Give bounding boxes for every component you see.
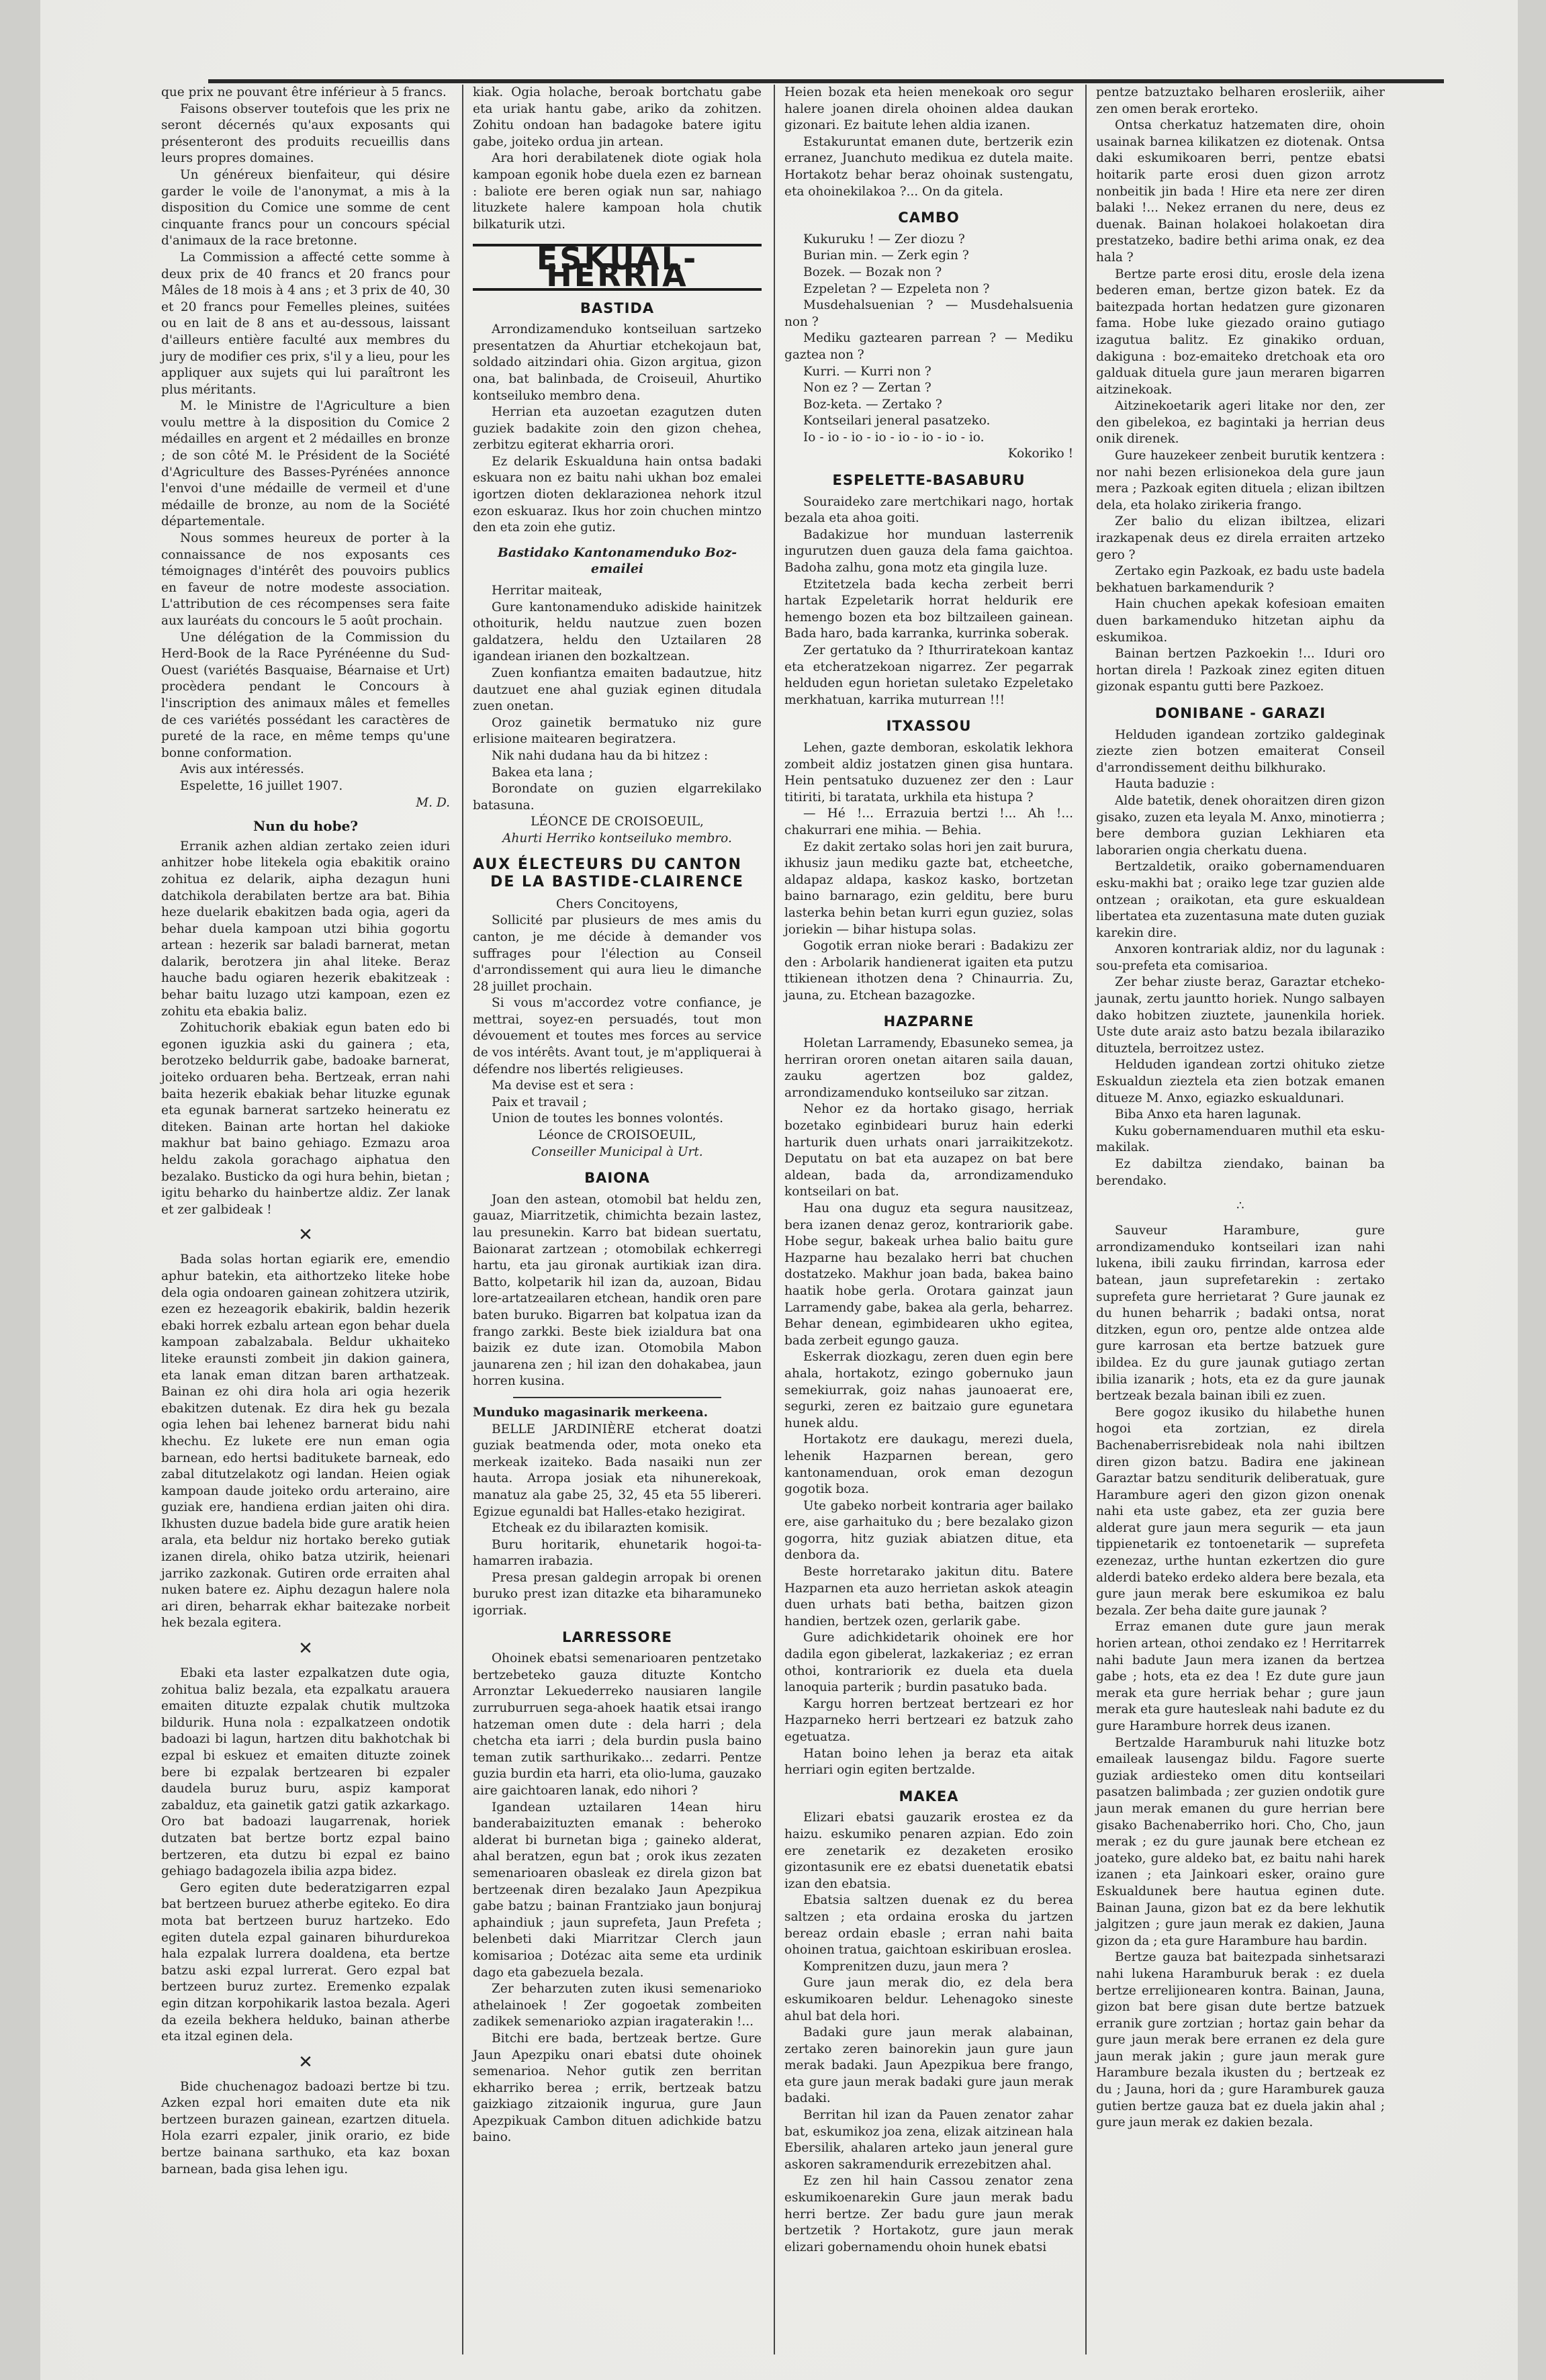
paragraph: Ohoinek ebatsi semenarioaren pentzetako bertzebeteko gauza dituzte Kontcho Arronztar Lekuederreko nausiaren langile zurruburruen sega-ahoek haatik etsai irango hatzeman omen dute : dela harri ; dela chetcha eta iarri ; dela burdin pusla baino teman zutik sarthurikako... zedarri. Pentze guzia burdin eta harri, eta olio-luma, gauzako aire gaichtoaren lanak, edo nihori ?: [473, 1651, 762, 1798]
paragraph: Ontsa cherkatuz hatzematen dire, ohoin usainak barnea kilikatzen ez diotenak. Ontsa daki eskumikoaren berri, pentze ebatsi hoitarik parte erosi duen gizon arrotz nonbeitik jin bada ! Hire eta nere zer diren balaki !... Nekez erranen du nere, deus ez duenak. Bainan holakoei holakoetan dira prestatzeko, badire bethi arima onak, ez dea hala ?: [1096, 118, 1385, 265]
cross-separator-icon: ✕: [298, 2052, 313, 2072]
paragraph: Zohituchorik ebakiak egun baten edo bi egonen iguzkia aski du gainera ; eta, berotzeko beldurrik gabe, badoake barnerat, joiteko orduaren beha. Bertzeak, erran nahi baita hezerik ebakiak behar lituzke egunak eta egunak barnerat sartzeko heineratu ez diteken. Bainan arte hortan hel dakioke makhur bat baino gehiago. Ezmazu aroa heldu zakola gorachago aiphatua den bezalako. Busticko da ogi hura behin, bietan ; igitu beharko du hainbertze aldiz. Zer lanak et zer galbideak !: [161, 1021, 450, 1217]
paragraph: Ute gabeko norbeit kontraria ager bailako ere, aise garhaituko du ; bere bezalako gizon gogorra, hitz guziak abiatzen ditue, eta denbora da.: [784, 1498, 1073, 1563]
paragraph: Alde batetik, denek ohoraitzen diren gizon gisako, zuzen eta leyala M. Anxo, minotierra ; bere dembora guzian Lekhiaren eta laborarien ongia cherkatu duena.: [1096, 793, 1385, 858]
column-3: [784, 85, 1073, 2256]
paragraph: Anxoren kontrariak aldiz, nor du lagunak : sou-prefeta eta comisarioa.: [1096, 942, 1385, 973]
paragraph: Beste horretarako jakitun ditu. Batere Hazparnen eta auzo herrietan askok ateagin duen urhats bati betha, baitzen gizon handien, bertzek ozen, gerlarik gabe.: [784, 1565, 1073, 1629]
paragraph: Zer behar ziuste beraz, Garaztar etcheko-jaunak, zertu jauntto horiek. Nungo salbayen dako hobitzen ziuztete, jaunenkila horiek. Uste dute araiz asto batzu bezala ibilaraziko dituztela, berroitzez ustez.: [1096, 975, 1385, 1056]
cross-separator-icon: ✕: [298, 1639, 313, 1659]
section-heading: AUX ÉLECTEURS DU CANTON: [473, 856, 742, 873]
paragraph: Elizari ebatsi gauzarik erostea ez da haizu. eskumiko penaren azpian. Edo zoin ere zenetarik ez dezaketen erosiko gizontasunik ere ez ebatsi duenetatik ebatsi izan den ebatsia.: [784, 1811, 1073, 1891]
paragraph: Kukuruku ! — Zer diozu ?: [803, 232, 965, 246]
paragraph: Gure kantonamenduko adiskide hainitzek othoiturik, heldu nautzue zuen bozen galdatzera, heldu den Uztailaren 28 igandean irianen den bozkaltzean.: [473, 600, 762, 664]
signature: M. D.: [416, 795, 450, 810]
section-heading: CAMBO: [898, 210, 960, 226]
paragraph: Bertzalde Haramburuk nahi lituzke botz emaileak lausengaz bildu. Fagore suerte guziak ardiesteko omen ditu kontseilari pasatzen balimbada ; zer guzien ondotik gure jaun merak emanen du gure herrian bere gisako Bachenaberriko hori. Cho, Cho, jaun merak ; ez du gure jaunak bere etchean ez joateko, gure aldeko bat, ez baitu nahi harek izanen ; eta Jainkoari esker, oraino gure Eskualdunek bere hautua eginen dute. Bainan Jauna, gizon bat ez da bere lekhutik jalgitzen ; gure jaun merak ez dakien, Jauna gizon da ; eta gure Harambure hau bardin.: [1096, 1735, 1385, 1948]
paragraph: Ez delarik Eskualduna hain ontsa badaki eskuara non ez baitu nahi ukhan boz emalei igortzen dioten deklarazionea nehork itzul ezon eskuaraz. Ikus hor zoin chuchen mintzo den eta zoin ehe gutiz.: [473, 454, 762, 535]
paragraph: M. le Ministre de l'Agriculture a bien voulu mettre à la disposition du Comice 2 médailles en argent et 2 médailles en bronze ; de son côté M. le Président de la Société d'Agriculture des Basses-Pyrénées annonce l'envoi d'une médaille de vermeil et d'une médaille de bronze, au nom de la Société départementale.: [161, 399, 450, 529]
column-1: [161, 85, 450, 2178]
paragraph: Souraideko zare mertchikari nago, hortak bezala eta ahoa goiti.: [784, 494, 1073, 526]
section-heading: HAZPARNE: [883, 1013, 974, 1030]
paragraph: Union de toutes les bonnes volontés.: [492, 1111, 723, 1126]
paragraph: Hauta baduzie :: [1115, 777, 1215, 792]
paragraph: Badaki gure jaun merak alabainan, zertako zeren bainorekin jaun gure jaun merak badaki. Jaun Apezpikua bere frango, eta gure jaun merak badaki gure jaun merak badaki.: [784, 2025, 1073, 2106]
column-4: [1096, 85, 1385, 2132]
column-divider: [462, 85, 463, 2354]
paragraph: Bertze gauza bat baitezpada sinhetsarazi nahi lukena Haramburuk berak : ez duela bertze errelijionearen kontra. Bainan, Jauna, gizon bat bere gisan dute bertze batzuek erranik gure zortzian ; hortaz gain behar da gure jaun merak bere erranen ez dela gure jaun merak jakin ; gure jaun merak gure Harambure bezala ikusten du ; bertzeak ez du ; Jauna, hori da ; gure Haramburek gauza gutien bertze gauza bat ez duela jakin ahal ; gure jaun merak ez dakien bezala.: [1096, 1950, 1385, 2130]
paragraph: Ez dabiltza ziendako, bainan ba berendako.: [1096, 1157, 1385, 1188]
paragraph: Zertako egin Pazkoak, ez badu uste badela bekhatuen barkamendurik ?: [1096, 564, 1385, 595]
paragraph: Zer gertatuko da ? Ithurriratekoan kantaz eta etcheratzekoan nigarrez. Zer pegarrak helduden egun horietan suletako Ezpeletako merkhatuan, karrika muturrean !!!: [784, 643, 1073, 707]
paragraph: Bitchi ere bada, bertzeak bertze. Gure Jaun Apezpiku onari ebatsi dute ohoinek semenarioa. Nehor gutik zen berritan ekharriko berea ; errik, bertzeak batzu gaizkiago zitzaionik ingurua, gure Jaun Apezpikuak Cambon dituen adichkide batzu baino.: [473, 2031, 762, 2145]
paragraph: Non ez ? — Zertan ?: [803, 381, 931, 396]
salutation: Chers Concitoyens,: [556, 897, 678, 911]
paragraph: Bakea eta lana ;: [492, 765, 593, 780]
paragraph: Ez zen hil hain Cassou zenator zena eskumikoenarekin Gure jaun merak badu herri bertze. Zer badu gure jaun merak bertzetik ? Hortakotz, gure jaun merak elizari gobernamendu ohoin hunek ebatsi: [784, 2174, 1073, 2254]
advert-title: Munduko magasinarik merkeena.: [473, 1405, 709, 1420]
dots-separator-icon: ∴: [1236, 1199, 1244, 1214]
paragraph: Avis aux intéressés.: [180, 762, 304, 777]
section-heading: ESPELETTE-BASABURU: [832, 472, 1026, 489]
paragraph: Eskerrak diozkagu, zeren duen egin bere ahala, hortakotz, ezingo gobernuko jaun semekiurrak, goiz nahas jaunoaerat ere, segurki, zeren ez baitzaio gure egunetara hunek aldu.: [784, 1350, 1073, 1430]
paragraph: Etcheak ez du ibilarazten komisik.: [492, 1521, 709, 1536]
paragraph: Ara hori derabilatenek diote ogiak hola kampoan egonik hobe duela ezen ez barnean : baliote ere beren ogiak nun sar, nahiago lituzkete halere kampoan hola chutik bilkaturik utzi.: [473, 151, 762, 232]
paragraph: Presa presan galdegin arropak bi orenen buruko prest izan ditazke eta biharamuneko igorriak.: [473, 1570, 762, 1618]
paragraph: Erranik azhen aldian zertako zeien iduri anhitzer hobe litekela ogia ebakitik oraino zohitua ez delarik, aipha dezagun huni datchikola derabilaten bertze ara bat. Bihia heze duelarik ebakitzen bada ogia, ageri da behar duela kampoan utzi bihia gogortu artean : hezerik sar baladi barnerat, metan dalarik, berotzera jin ahal liteke. Beraz hauche badu ogiaren hezerik ebakitzeak : behar baitu luzago utzi kampoan, ezen ez zohitu eta ebakia baliz.: [161, 839, 450, 1019]
paragraph: Herritar maiteak,: [492, 584, 602, 598]
paragraph: Ebaki eta laster ezpalkatzen dute ogia, zohitua baliz bezala, eta ezpalkatu arauera emaiten dituzte ezpalak chutik multzoka bildurik. Huna nola : ezpalkatzeen ondotik badoazi bi lagun, hartzen ditu bakhotchak bi ezpal bi eskuez et emaiten dituzte zoinek bere bi ezpalak bertzearen bi ezpaler daudela buruz buru, aspiz kamporat zabalduz, eta gainetik gatzi gatik azkarkago. Oro bat badoazi laugarrenak, horiek dutzaten bat bertze bortz ezpal baino bertzeren, eta dutzu bi ezpal ez baino gehiago badagozela ibilia azpa bidez.: [161, 1666, 450, 1879]
article-title: Nun du hobe?: [253, 818, 359, 835]
paragraph: Burian min. — Zerk egin ?: [803, 248, 969, 263]
paragraph: Zer balio du elizan ibiltzea, elizari irazkapenak deus ez direla erraiten artzeko gero ?: [1096, 514, 1385, 562]
paragraph: Ez dakit zertako solas hori jen zait burura, ikhusiz jaun mediku gazte bat, etcheetche, aldapaz aldapa, kaskoz kasko, bortzetan baino barnarago, ezin gelditu, bere buru lasterka behin betan kurri egun guziez, solas joriekin — bihar histupa solas.: [784, 839, 1073, 937]
paragraph: Mediku gaztearen parrean ? — Mediku gaztea non ?: [784, 331, 1073, 362]
paragraph: Faisons observer toutefois que les prix ne seront décernés qu'aux exposants qui présenteront des produits recueillis dans leurs propres domaines.: [161, 101, 450, 166]
paragraph: Hau ona duguz eta segura nausitzeaz, bera izanen denaz geroz, kontrariorik gabe. Hobe segur, bakeak urhea balio baitu gure Hazparne hau bezalako herri bat chuchen dostatzeko. Makhur joan bada, bakea baino haatik hobe gerla. Orotara gainzat jaun Larramendy gabe, bakea ala gerla, beharrez. Behar denean, egimbidearen ukho egitea, bada zerbeit egungo gauza.: [784, 1201, 1073, 1348]
paragraph: Gogotik erran nioke berari : Badakizu zer den : Arbolarik handienerat igaiten eta putzu ttikienean ithotzen dena ? Chinaurria. Zu, jauna, zu. Etchean bazagozke.: [784, 939, 1073, 1003]
paragraph: Berritan hil izan da Pauen zenator zahar bat, eskumikoz joa zena, elizak aitzinean hala Ebersilik, ahalaren arteko jaun jeneral gure askoren sakramendurik errezebitzen ahal.: [784, 2108, 1073, 2172]
paragraph: Hortakotz ere daukagu, merezi duela, lehenik Hazparnen berean, gero kantonamenduan, orok eman dezogun gogotik boza.: [784, 1432, 1073, 1497]
section-heading: MAKEA: [899, 1788, 959, 1804]
paragraph: Nous sommes heureux de porter à la connaissance de nos exposants ces témoignages d'intérêt des pouvoirs publics en faveur de notre modeste association. L'attribution de ces récompenses sera faite aux lauréats du concours le 5 août prochain.: [161, 531, 450, 628]
section-heading: BASTIDA: [580, 300, 655, 316]
paragraph: Lehen, gazte demboran, eskolatik lekhora zombeit aldiz jostatzen ginen gisa huntara. Hein pentsatuko duzuenez zer den : Laur titiriti, bi taratata, urkhila eta histupa ?: [784, 740, 1073, 805]
paragraph: Hatan boino lehen ja beraz eta aitak herriari ogin egiten bertzalde.: [784, 1746, 1073, 1778]
paragraph: Zuen konfiantza emaiten badautzue, hitz dautzuet ene ahal guziak eginen ditudala zuen onetan.: [473, 666, 762, 714]
paragraph: Io - io - io - io - io - io - io - io.: [803, 430, 985, 445]
paragraph: Buru horitarik, ehunetarik hogoi-ta-hamarren irabazia.: [473, 1537, 762, 1569]
column-divider: [1085, 85, 1087, 2354]
paragraph: Bertze parte erosi ditu, erosle dela izena bederen eman, bertze gizon batek. Ez da baitezpada hortan hedatzen gure gizonaren fama. Hobe luke giezado oraino gutiago izagutua balitz. Ez ginakiko orduan, dakiguna : boz-emaiteko dretchoak eta oro galduak dituela gure jaun meraren bigarren aitzinekoak.: [1096, 267, 1385, 397]
paragraph: Gure jaun merak dio, ez dela bera eskumikoaren beldur. Lehenagoko sineste ahul bat dela hori.: [784, 1976, 1073, 2023]
paragraph: Zer beharzuten zuten ikusi semenarioko athelainoek ! Zer gogoetak zombeiten zadikek semenarioko azpian iragaterakin !...: [473, 1982, 762, 2029]
paragraph: Sollicité par plusieurs de mes amis du canton, je me décide à demander vos suffrages pour l'élection au Conseil d'arrondissement qui aura lieu le dimanche 28 juillet prochain.: [473, 913, 762, 994]
paragraph: kiak. Ogia holache, beroak bortchatu gabe eta uriak hantu gabe, ariko da zohitzen. Zohitu ondoan han badagoke batere igitu gabe, joiteko ordua jin artean.: [473, 85, 762, 149]
paragraph: Bada solas hortan egiarik ere, emendio aphur batekin, eta aithortzeko liteke hobe dela ogia ondoaren gainean zohitzera utzirik, ezen ez hezeagorik ebakirik, baldin hezerik ebaki horrek ezbalu artean egon behar duela kampoan zabalzabala. Beldur ukhaiteko liteke eraunsti zombeit jin dakion gainera, eta lanak eman ditzan baren arthatzeak. Bainan ez ohi dira hola ari ogia hezerik ebakitzen dutenak. Ez dira hek gu bezala ogia lehen bai lehenez barnerat bidu nahi khechu. Ez lukete ere nun eman ogia barnean, edo hertsi baditukete barneak, edo zabal ditutzelakotz ogi landan. Heien ogiak kampoan daude joiteko ordu arteraino, aire guziak ere, handiena erdian jaiten ohi dira. Ikhusten duzue badela bide gure aratik heien arala, eta beldur niz hortako bereko gutiak izanen direla, ohiko batza utzirik, heienari jarriko zazkonak. Gutiren orde erraiten ahal nuken batere ez. Aiphu dezagun halere nola ari diren, beharrak ekhar baitezake norbeit hek bezala egitera.: [161, 1252, 450, 1631]
paragraph: Ma devise est et sera :: [492, 1079, 634, 1093]
paragraph: Helduden igandean zortziko galdeginak ziezte zien botzen emaiterat Conseil d'arrondissement deithu bilkhurako.: [1096, 727, 1385, 775]
masthead-eskual-herria: ESKUAL-HERRIA: [473, 244, 762, 290]
paragraph: Igandean uztailaren 14ean hiru banderabaizituzten emanak : beheroko alderat bi burnetan biga ; gaineko alderat, ahal beratzen, egun bat ; orok ikus zezaten semenarioaren obasleak ez direla gizon bat bertzeenak diren bezalako Jaun Apezpikua gabe batzu ; bainan Frantziako jaun bonjuraj aphaindiuk ; jaun suprefeta, Jaun Prefeta ; belenbeti daki Miarritzar Clerch jaun komisarioa ; Dotézac aita seme eta urdinik dago eta gabezuela bezala.: [473, 1800, 762, 1980]
paragraph: Biba Anxo eta haren lagunak.: [1115, 1107, 1302, 1122]
paragraph: Ebatsia saltzen duenak ez du berea saltzen ; eta ordaina eroska du jartzen bereaz ordain ebasle ; erran nahi baita ohoinen tratua, gaichtoan eskiribuan eroslea.: [784, 1893, 1073, 1958]
paragraph: Kargu horren bertzeat bertzeari ez hor Hazparneko herri bertzeari ez batzuk zaho egetuatza.: [784, 1696, 1073, 1744]
section-heading: DONIBANE - GARAZI: [1154, 704, 1326, 721]
paragraph: Nehor ez da hortako gisago, herriak bozetako eginbideari buruz hain ederki harturik duen urhats onari jarraikitzekotz. Deputatu on bat eta auzapez on bat bere aldean, bada da, arrondizamenduko kontseilari on bat.: [784, 1102, 1073, 1199]
paragraph: Borondate on guzien elgarrekilako batasuna.: [473, 782, 762, 813]
signature-title: Ahurti Herriko kontseiluko membro.: [502, 831, 732, 845]
paragraph: La Commission a affecté cette somme à deux prix de 40 francs et 20 francs pour Mâles de 18 mois à 4 ans ; et 3 prix de 40, 30 et 20 francs pour Femelles pleines, suitées ou en lait de 8 ans et au-dessous, laissant d'ailleurs entière faculté aux membres du jury de modifier ces prix, s'il y a lieu, pour les appliquer aux sujets qui lui paraîtront les plus méritants.: [161, 250, 450, 397]
paragraph: Oroz gainetik bermatuko niz gure erlisione maitearen begiratzera.: [473, 715, 762, 747]
paragraph: que prix ne pouvant être inférieur à 5 francs.: [161, 85, 447, 99]
top-rule: [208, 79, 1444, 83]
paragraph: Bozek. — Bozak non ?: [803, 265, 942, 279]
paragraph: Ezpeletan ? — Ezpeleta non ?: [803, 281, 990, 296]
column-divider: [774, 85, 775, 2354]
paragraph: pentze batzuztako belharen erosleriik, aiher zen omen berak erorteko.: [1096, 85, 1385, 116]
section-heading: LARRESSORE: [562, 1629, 672, 1645]
paragraph: Helduden igandean zortzi ohituko zietze Eskualdun zieztela eta zien botzak emanen ditueze M. Anxo, egiazko eskualdunari.: [1096, 1058, 1385, 1105]
paragraph: Aitzinekoetarik ageri litake nor den, zer den gibelekoa, ez bagintaki ja herrian deus onik direnek.: [1096, 399, 1385, 447]
section-heading: BAIONA: [584, 1170, 650, 1187]
paragraph: Bainan bertzen Pazkoekin !... Iduri oro hortan direla ! Pazkoak zinez egiten dituen gizonak espantu gutti bere Pazkoez.: [1096, 647, 1385, 694]
paragraph: Heien bozak eta heien menekoak oro segur halere joanen direla ohoinen aldea daukan gizonari. Ez baitute lehen aldia izanen.: [784, 85, 1073, 133]
dateline: Espelette, 16 juillet 1907.: [180, 778, 343, 793]
cross-separator-icon: ✕: [298, 1225, 313, 1246]
paragraph: Joan den astean, otomobil bat heldu zen, gauaz, Miarritzetik, chimichta bezain lastez, lau presunekin. Karro bat bidean suertatu, Baionarat zartzean ; otomobilak echkerregi hartu, eta jau gironak aurtikiak izan dira. Batto, kolpetarik hil izan da, auzoan, Bidau lore-artatzeailaren etchean, handik oren pare baten buruko. Bigarren bat kolpatua izan da frango zarkki. Beste biek izialdura bat ona baizik ez dute izan. Otomobila Mabon jaunarena zen ; hil izan den dohakabea, jaun horren kusina.: [473, 1192, 762, 1389]
paragraph: Kontseilari jeneral pasatzeko.: [803, 414, 991, 428]
paragraph: Sauveur Harambure, gure arrondizamenduko kontseilari izan nahi lukena, ibili zauku firrindan, karrosa eder batean, jaun suprefetarekin : zertako suprefeta gure herrietarat ? Gure jaunak ez du hunen beharrik ; badaki ontsa, norat ditzken, egun oro, pentze alde ontzea alde gure karrosan eta bertze batzuek gure ibildea. Ez du gure jaunak gutiago zertan ibilia izanarik ; hots, eta ez da gure jaunak bertzeak bezala bainan ibili ez zuen.: [1096, 1224, 1385, 1404]
paragraph: Holetan Larramendy, Ebasuneko semea, ja herriran ororen onetan aitaren saila dauan, zauku agertzen boz galdez, arrondizamenduko kontseiluko sar zitzan.: [784, 1036, 1073, 1100]
paragraph: BELLE JARDINIÈRE etcherat doatzi guziak beatmenda oder, mota oneko eta merkeak izaiteko. Bada nasaiki nun zer hauta. Arropa josiak eta nihunerekoak, manatuz ala gabe 25, 32, 45 eta 55 libereri. Egizue egunaldi bat Halles-etako hezigirat.: [473, 1422, 762, 1519]
paragraph: Komprenitzen duzu, jaun mera ?: [803, 1959, 1009, 1974]
paragraph: Paix et travail ;: [492, 1095, 587, 1109]
paragraph: Bere gogoz ikusiko du hilabethe hunen hogoi eta zortzian, ez direla Bachenaberrisrebideak nola nahi ibiltzen diren gizon batzu. Badira ene jakinean Garaztar batzu senditurik deliberatuak, gure Harambure ageri den gizon gizon onenak nahi eta uste gabez, eta zer guzia bere alderat gure jaun mera segurik — eta jaun tippienetarik ez tontoenetarik — suprefeta ezenezaz, urthe huntan ezkertzen dio gure alderdi bateko erdeko aldera bere bezala, eta gure jaun merak bere eskumikoa ez balu bezala. Zer beha daite gure jaunak ?: [1096, 1405, 1385, 1618]
paragraph: Bertzaldetik, oraiko gobernamenduaren esku-makhi bat ; oraiko lege tzar guzien alde ontzean ; oraikotan, eta gure eskualdean libertatea eta zuzentasuna mate duten guziak karekin dire.: [1096, 860, 1385, 940]
paragraph: Kuku gobernamenduaren muthil eta esku-makilak.: [1096, 1124, 1385, 1155]
paragraph: Erraz emanen dute gure jaun merak horien artean, othoi zendako ez ! Herritarrek nahi badute Jaun mera izanen da bertzea gabe ; hots, eta ez dea ! Ez dute gure jaun merak eta gure herriak behar ; gure jaun merak eta gure hautesleak nahi badute ez du gure Harambure horrek deus izanen.: [1096, 1620, 1385, 1733]
signature-title: Conseiller Municipal à Urt.: [531, 1144, 703, 1159]
section-heading: DE LA BASTIDE-CLAIRENCE: [490, 874, 744, 891]
paragraph: Badakizue hor munduan lasterrenik ingurutzen duen gauza dela fama gaichtoa. Badoha zalhu, gona motz eta gingila luze.: [784, 527, 1073, 576]
paragraph: Bide chuchenagoz badoazi bertze bi tzu. Azken ezpal hori emaiten dute eta nik bertzeen burazen gainean, ezartzen dituela. Hola ezarri ezpaler, jinik orario, ez bide bertze bainana sarthuko, eta kaz boxan barnean, bada gisa lehen igu.: [161, 2079, 450, 2177]
signature-name: Léonce de CROISOEUIL,: [538, 1128, 696, 1143]
paragraph: Gero egiten dute bederatzigarren ezpal bat bertzeen buruez atherbe egiteko. Eo dira mota bat bertzeen buruz hartzeko. Edo egiten dutela ezpal gainaren bihurdurekoa hala ezpalak lurrera doaldena, eta bertze batzu aski ezpal lurrerat. Gero ezpal bat bertzeen buruz zurtez. Eremenko ezpalak egin ditzan korpohikarik lastoa bezala. Ageri da ezeila bekhera helduko, bainan atherbe eta itzal eginen dela.: [161, 1880, 450, 2044]
paragraph: Un généreux bienfaiteur, qui désire garder le voile de l'anonymat, a mis à la disposition du Comice une somme de cent cinquante francs pour un concours spécial d'animaux de la race bretonne.: [161, 167, 450, 248]
column-2: [473, 85, 762, 2146]
paragraph: Gure adichkidetarik ohoinek ere hor dadila egon gibelerat, lazkakeriaz ; ez erran othoi, kontrariorik ez duela eta duela lanoquia parterik ; burdin pasatuko bada.: [784, 1631, 1073, 1695]
paragraph: Gure hauzekeer zenbeit burutik kentzera : nor nahi bezen erlisionekoa dela gure jaun mera ; Pazkoak egiten dituela ; elizan ibiltzen dela, eta holako zirikeria frango.: [1096, 449, 1385, 512]
paragraph: Nik nahi dudana hau da bi hitzez :: [492, 748, 709, 763]
paragraph: Hain chuchen apekak kofesioan emaiten duen barkamenduko hitzetan aiphu da eskumikoa.: [1096, 597, 1385, 645]
paragraph: Estakuruntat emanen dute, bertzerik ezin erranez, Juanchuto medikua ez dutela maite. Hortakotz behar beraz ohoinak sustengatu, eta ohoinekilakoa ?... On da gitela.: [784, 134, 1073, 199]
signature-name: LÉONCE DE CROISOEUIL,: [531, 815, 704, 829]
divider: [513, 1397, 721, 1398]
paragraph: Arrondizamenduko kontseiluan sartzeko presentatzen da Ahurtiar etchekojaun bat, soldado aitzindari ohia. Gizon argitua, gizon ona, bat balinbada, de Croiseuil, Ahurtiko kontseiluko membro dena.: [473, 322, 762, 403]
paragraph: Etzitetzela bada kecha zerbeit berri hartak Ezpeletarik horrat heldurik ere hemengo bozen eta boz biltzaileen gainean. Bada haro, bada karranka, kurrinka soberak.: [784, 577, 1073, 641]
paragraph: Une délégation de la Commission du Herd-Book de la Race Pyrénéenne du Sud-Ouest (variétés Basquaise, Béarnaise et Urt) procèdera pendant le Concours à l'inscription des animaux mâles et femelles de ces variétés possédant les caractères de pureté de la race, en même temps qu'une bonne conformation.: [161, 630, 450, 760]
paragraph: Kokoriko !: [1007, 447, 1073, 461]
paragraph: Si vous m'accordez votre confiance, je mettrai, soyez-en persuadés, tout mon dévouement et toutes mes forces au service de vos intérêts. Avant tout, je m'appliquerai à défendre nos libertés religieuses.: [473, 996, 762, 1077]
newspaper-page: [40, 0, 1518, 2380]
article-title: Bastidako Kantonamenduko Boz-emailei: [497, 545, 737, 577]
paragraph: Boz-keta. — Zertako ?: [803, 397, 942, 412]
paragraph: Musdehalsuenian ? — Musdehalsuenia non ?: [784, 298, 1073, 329]
paragraph: Kurri. — Kurri non ?: [803, 364, 931, 379]
paragraph: — Hé !... Errazuia bertzi !... Ah !... chakurrari ene mihia. — Behia.: [784, 807, 1073, 837]
paragraph: Herrian eta auzoetan ezagutzen duten guziek badakite zoin den gizon chehea, zerbitzu egiterat ekharria orori.: [473, 405, 762, 453]
section-heading: ITXASSOU: [886, 718, 972, 735]
